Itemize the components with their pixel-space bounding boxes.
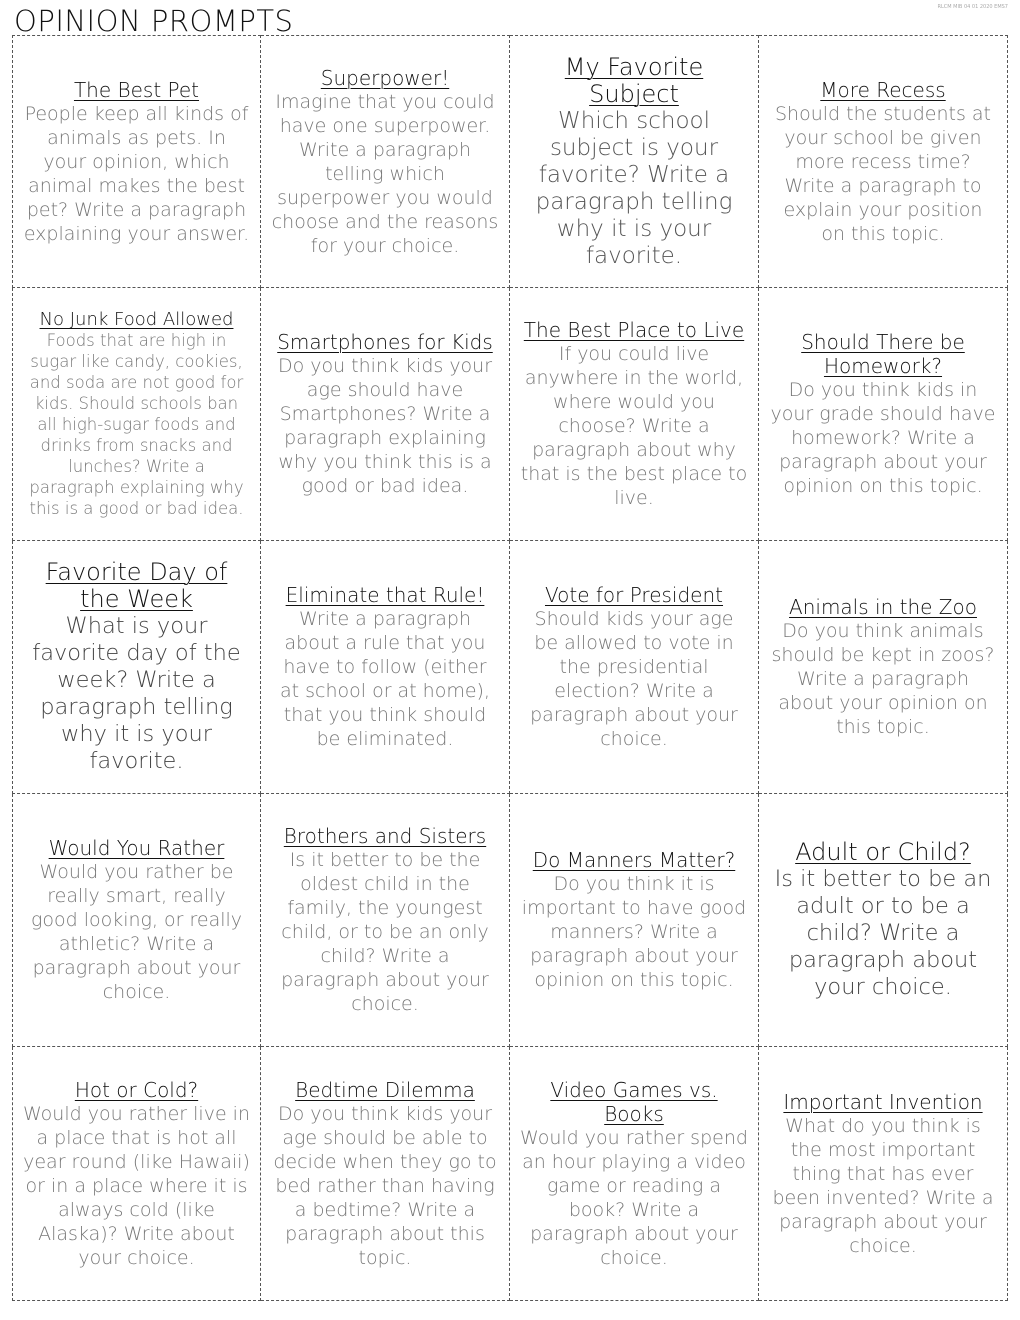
prompt-card-superpower [261, 35, 510, 288]
card-title: Would You Rather [48, 836, 225, 860]
card-body: What do you think is the most important thing that has ever been invented? Write a paragraph about your choice. [772, 1114, 994, 1257]
prompt-card-grid [12, 35, 1008, 1301]
card-body: Do you think kids your age should have Smartphones? Write a paragraph explaining why you think this is a good or bad idea. [277, 355, 493, 497]
card-body: Is it better to be the oldest child in the family, the youngest child, or to be an only child? Write a paragraph about your choice. [281, 849, 489, 1015]
card-title: No Junk Food Allowed [39, 309, 234, 330]
card-body: People keep all kinds of animals as pets. In your opinion, which animal makes the best pet? Write a paragraph explaining your answer. [23, 102, 250, 245]
card-title: Adult or Child? [795, 838, 971, 866]
card-body: Foods that are high in sugar like candy, cookies, and soda are not good for kids. Should schools ban all high-sugar foods and drinks from snacks and lunches? Write a paragraph explaining why this is a good or bad idea. [29, 331, 244, 518]
card-title: Hot or Cold? [74, 1077, 199, 1102]
card-body: Imagine that you could have one superpower. Write a paragraph telling which superpower you would choose and the reasons for your choice. [271, 90, 499, 257]
card-title: Bedtime Dilemma [295, 1077, 475, 1102]
card-title: The Best Pet [73, 77, 200, 102]
card-title: Animals in the Zoo [789, 595, 977, 619]
prompt-card-no-junk-food [12, 288, 261, 541]
prompt-card-favorite-subject [510, 35, 759, 288]
prompt-card-video-games-books [510, 1047, 759, 1301]
card-body: Would you rather be really smart, really good looking, or really athletic? Write a paragraph about your choice. [30, 861, 243, 1003]
card-body: Which school subject is your favorite? Write a paragraph telling why it is your favorite. [535, 107, 733, 269]
prompt-card-vote-president [510, 541, 759, 794]
prompt-card-manners [510, 794, 759, 1047]
card-body: Do you think animals should be kept in zoos? Write a paragraph about your opinion on this topic. [771, 620, 995, 738]
card-body: Would you rather live in a place that is hot all year round (like Hawaii) or in a place where it is always cold (like Alaska)? Write about your choice. [23, 1102, 251, 1269]
card-title: More Recess [820, 77, 946, 102]
card-body: Do you think it is important to have good manners? Write a paragraph about your opinion on this topic. [521, 873, 747, 991]
card-body: If you could live anywhere in the world, where would you choose? Write a paragraph about why that is the best place to live. [520, 343, 748, 509]
card-body: What is your favorite day of the week? Write a paragraph telling why it is your favorite. [32, 613, 241, 774]
card-title: Eliminate that Rule! [285, 583, 485, 607]
card-body: Should the students at your school be given more recess time? Write a paragraph to explain your position on this topic. [774, 102, 992, 245]
card-title: Brothers and Sisters [283, 824, 487, 848]
prompt-card-more-recess [759, 35, 1008, 288]
prompt-card-smartphones [261, 288, 510, 541]
prompt-card-adult-or-child [759, 794, 1008, 1047]
prompt-card-homework [759, 288, 1008, 541]
prompt-card-hot-or-cold [12, 1047, 261, 1301]
card-body: Is it better to be an adult or to be a child? Write a paragraph about your choice. [774, 866, 992, 1000]
card-title: My Favorite Subject [564, 52, 704, 108]
card-body: Write a paragraph about a rule that you have to follow (either at school or at home), that you think should be eliminated. [279, 608, 490, 750]
prompt-card-animals-zoo [759, 541, 1008, 794]
card-title: Do Manners Matter? [532, 848, 736, 872]
card-title: Favorite Day of the Week [45, 558, 228, 613]
card-body: Do you think kids your age should be able to decide when they go to bed rather than having a bedtime? Write a paragraph about this topic. [273, 1102, 497, 1269]
card-title: Video Games vs. Books [550, 1077, 718, 1126]
page-title: OPINION PROMPTS [14, 4, 294, 38]
prompt-card-invention [759, 1047, 1008, 1301]
prompt-card-best-pet [12, 35, 261, 288]
document-code: RLCM MIB 04 01 2020 EMS7 [937, 4, 1008, 10]
card-body: Would you rather spend an hour playing a video game or reading a book? Write a paragraph about your choice. [520, 1126, 748, 1269]
prompt-card-best-place [510, 288, 759, 541]
prompt-card-would-you-rather [12, 794, 261, 1047]
card-title: Smartphones for Kids [277, 330, 493, 354]
card-title: Superpower! [320, 65, 450, 90]
card-body: Do you think kids in your grade should have homework? Write a paragraph about your opinion on this topic. [770, 379, 996, 497]
card-title: Vote for President [544, 583, 724, 607]
card-body: Should kids your age be allowed to vote in the presidential election? Write a paragraph about your choice. [530, 608, 738, 750]
card-title: Important Invention [783, 1089, 983, 1114]
prompt-card-favorite-day [12, 541, 261, 794]
card-title: The Best Place to Live [523, 318, 745, 342]
prompt-card-brothers-sisters [261, 794, 510, 1047]
prompt-card-bedtime [261, 1047, 510, 1301]
card-title: Should There be Homework? [801, 330, 965, 378]
prompt-card-eliminate-rule [261, 541, 510, 794]
